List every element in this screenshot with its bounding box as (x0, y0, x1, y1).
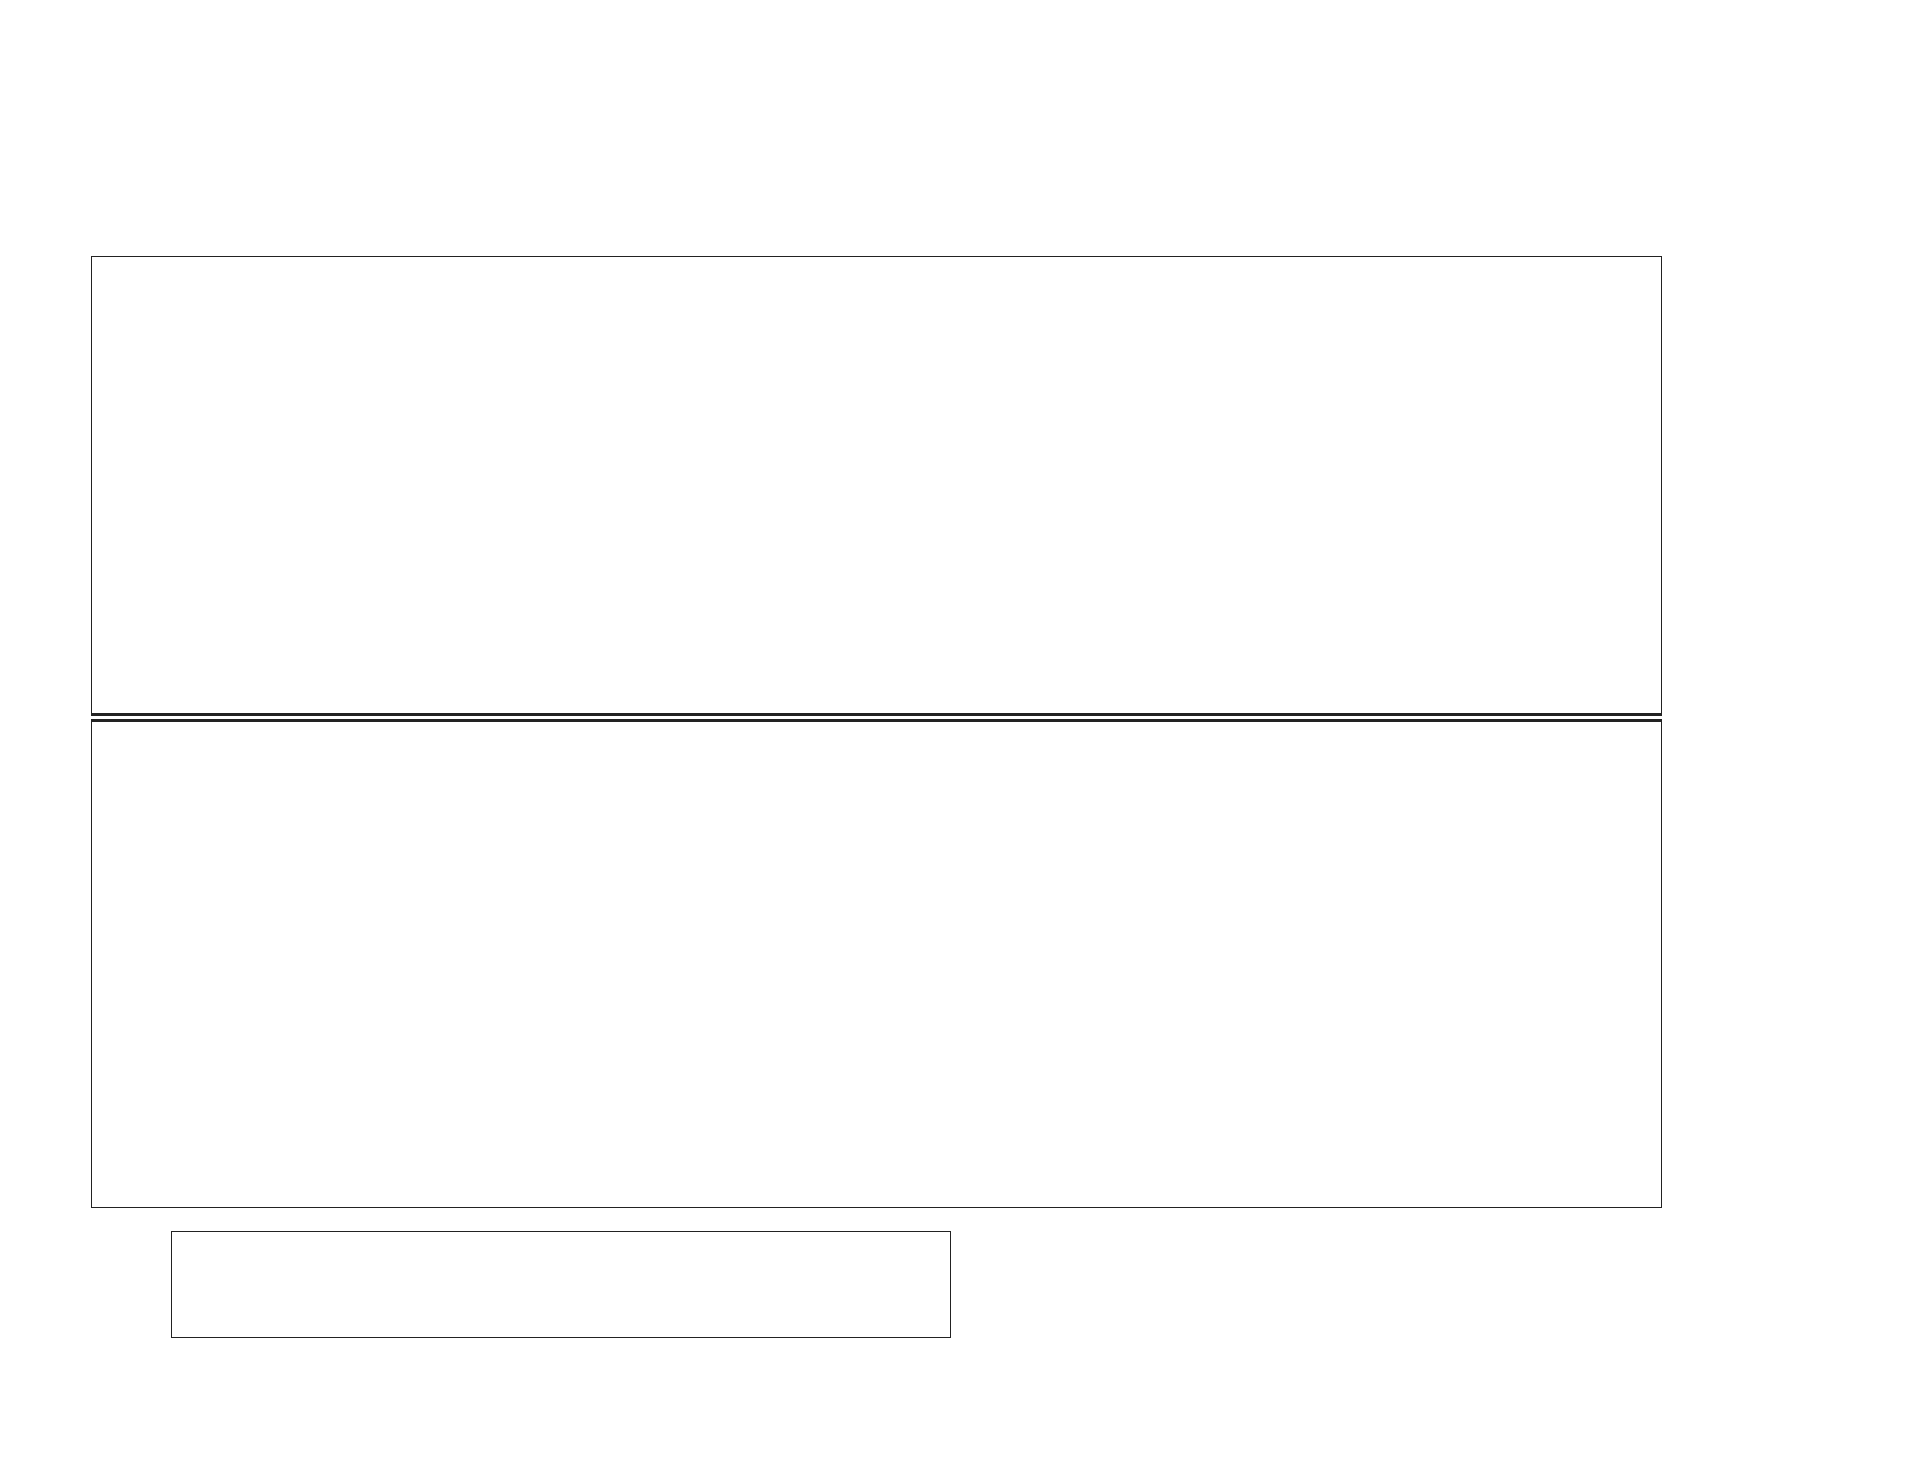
results-table-top (91, 256, 1662, 716)
results-table-bottom (91, 720, 1662, 1208)
double-separator (91, 713, 1662, 716)
notes-box (171, 1231, 951, 1338)
